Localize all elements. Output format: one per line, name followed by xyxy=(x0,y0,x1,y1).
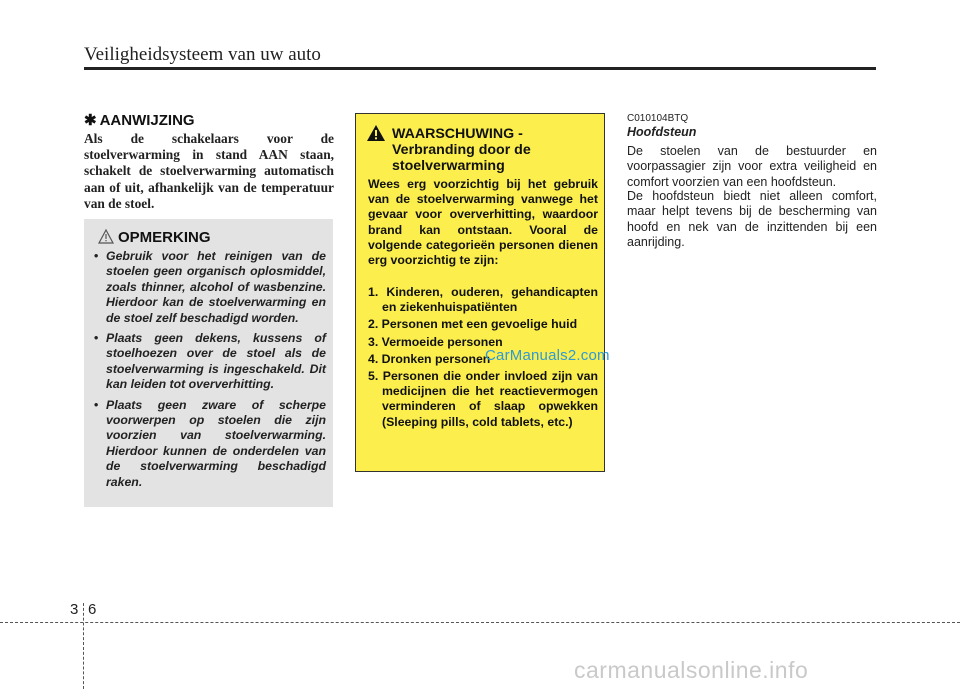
warning-triangle-icon xyxy=(366,124,386,142)
list-item: • Plaats geen zware of scherpe voorwerpen op stoelen die zijn voorzien van stoelverwarming. Hierdoor kunnen de onderdelen van de stoelverwarming beschadigd raken. xyxy=(90,398,326,490)
list-item: 3. Vermoeide personen xyxy=(368,334,503,349)
site-watermark: carmanualsonline.info xyxy=(574,657,809,683)
opmerking-box xyxy=(84,219,333,507)
opmerking-heading-text: OPMERKING xyxy=(118,229,211,246)
warning-intro: Wees erg voorzichtig bij het gebruik van de stoelverwarming vanwege het gevaar voor oververhitting, waardoor brand kan ontstaan. Vooral de volgende categorieën personen dienen erg voorzichtig te zijn: xyxy=(368,177,598,268)
list-item: • Gebruik voor het reinigen van de stoelen geen organisch oplosmiddel, zoals thinner, alcohol of wasbenzine. Hierdoor kan de stoelverwarming en de stoel zelf beschadigd worden. xyxy=(90,249,326,326)
page-number: 6 xyxy=(88,601,97,618)
note-body: Als de schakelaars voor de stoelverwarming in stand AAN staan, schakelt de stoelverwarming automatisch aan of uit, afhankelijk van de temperatuur van de stoel. xyxy=(84,131,334,211)
asterisk-icon: ✱ xyxy=(84,112,97,129)
chapter-number: 3 xyxy=(70,601,79,618)
warning-title: WAARSCHUWING - Verbranding door de stoelverwarming xyxy=(392,126,531,174)
list-item: 5. Personen die onder invloed zijn van medicijnen die het reactievermogen verminderen of slaap opwekken (Sleeping pills, cold tablets, etc.) xyxy=(368,369,598,429)
opmerking-list xyxy=(90,249,326,495)
opmerking-heading xyxy=(98,229,211,246)
section-code: C010104BTQ xyxy=(627,113,689,124)
list-item: 4. Dronken personen xyxy=(368,351,491,366)
list-item: 2. Personen met een gevoelige huid xyxy=(368,317,578,332)
list-item: • Plaats geen dekens, kussens of stoelhoezen over de stoel als de stoelverwarming is ingeschakeld. Dit kan leiden tot oververhitting. xyxy=(90,331,326,393)
page-header-title: Veiligheidsysteem van uw auto xyxy=(84,44,321,65)
paragraph: De hoofdsteun biedt niet alleen comfort, maar helpt tevens bij de bescherming van hoofd en nek van de inzittenden bij een aanrijding. xyxy=(627,189,877,249)
list-item: 1. Kinderen, ouderen, gehandicapten en ziekenhuispatiënten xyxy=(368,285,598,315)
caution-triangle-icon xyxy=(98,229,114,244)
footer-rule xyxy=(0,622,960,623)
paragraph: De stoelen van de bestuurder en voorpassagier zijn voor extra veiligheid en comfort voorzien van een hoofdsteun. xyxy=(627,144,877,189)
header-rule xyxy=(84,67,876,70)
carmanuals-watermark: CarManuals2.com xyxy=(485,347,610,364)
footer-divider xyxy=(83,603,84,689)
note-heading-text: AANWIJZING xyxy=(99,112,195,129)
warning-box xyxy=(355,113,605,472)
section-title: Hoofdsteun xyxy=(627,125,697,139)
note-heading xyxy=(84,111,195,129)
